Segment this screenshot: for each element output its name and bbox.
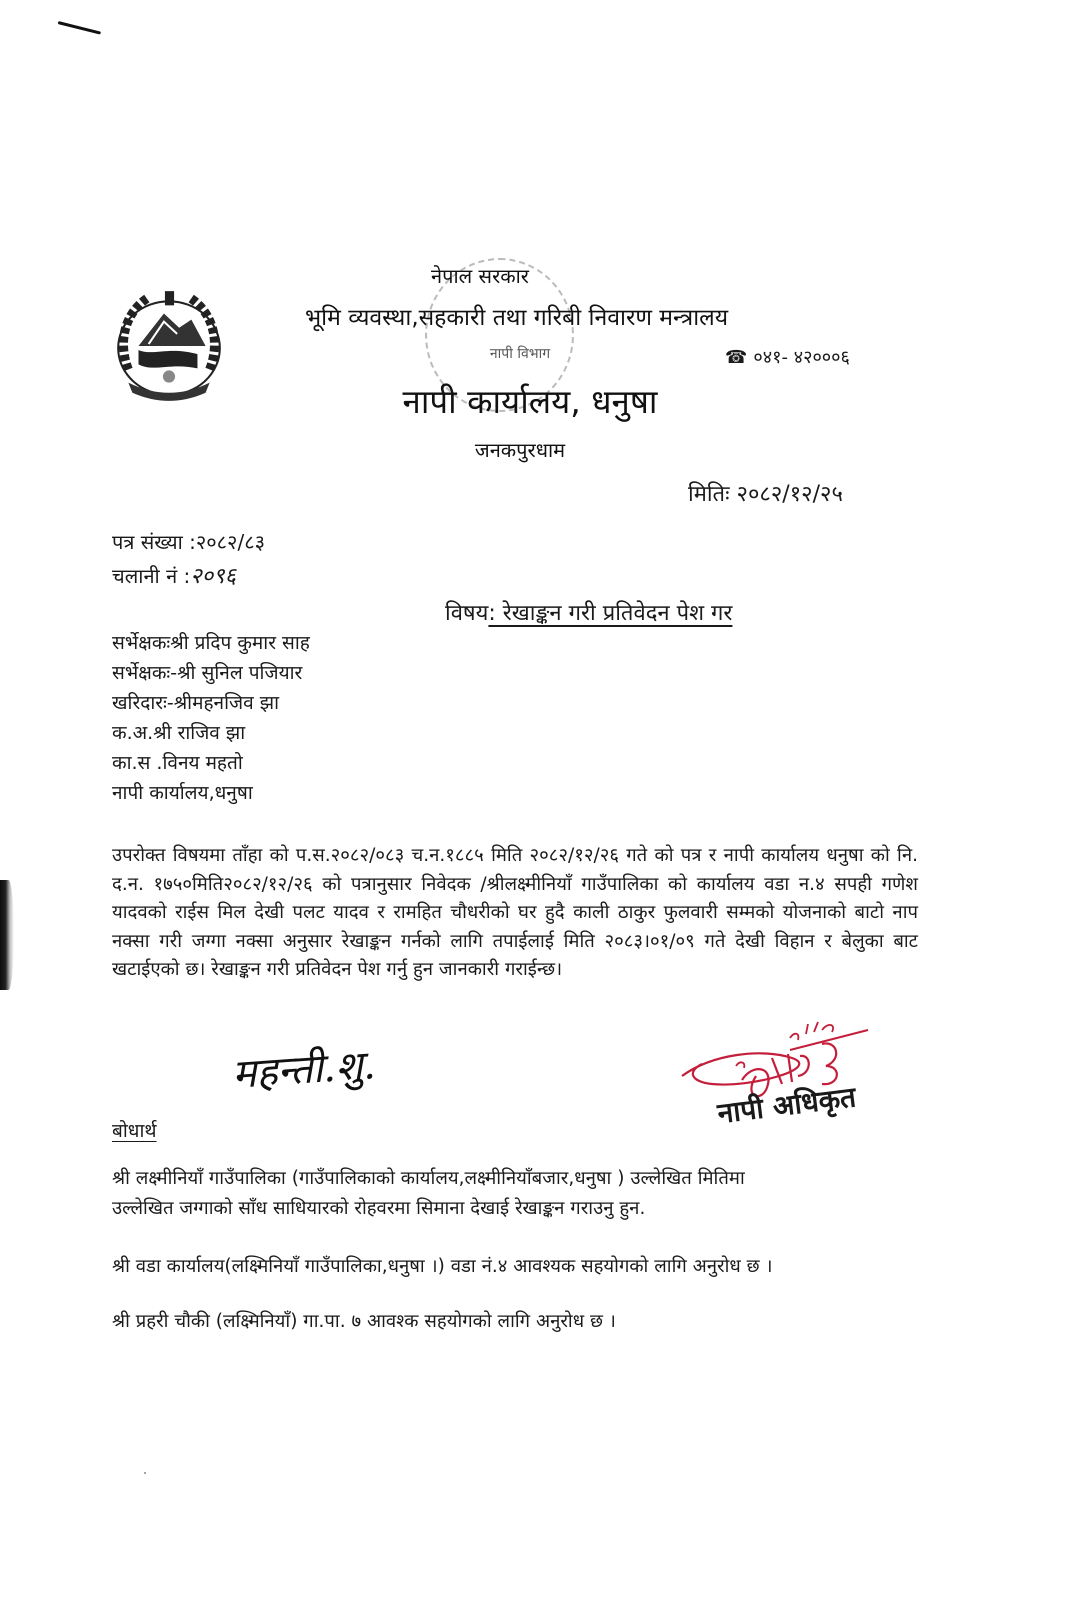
- pen-stroke-mark: [58, 21, 101, 35]
- addressee-item: सर्भेक्षकः-श्री सुनिल पजियार: [112, 662, 303, 684]
- scan-speck: [144, 1472, 146, 1474]
- addressee-item: क.अ.श्री राजिव झा: [112, 722, 246, 744]
- office-name: नापी कार्यालय, धनुषा: [402, 382, 658, 421]
- letter-number: [112, 528, 265, 555]
- government-name: नेपाल सरकार: [431, 264, 529, 288]
- department-stamp-text: नापी विभाग: [489, 346, 551, 362]
- letter-number-label: पत्र संख्या :: [112, 530, 196, 554]
- date-value: २०८२/१२/२५: [736, 482, 843, 507]
- ministry-name: भूमि व्यवस्था,सहकारी तथा गरिबी निवारण मन्त्रालय: [305, 305, 729, 331]
- addressee-list: [112, 628, 310, 808]
- dispatch-number: [112, 560, 236, 590]
- initials-signature: महन्ती.शु.: [230, 1042, 377, 1098]
- cc-item: श्री वडा कार्यालय(लक्ष्मिनियाँ गाउँपालिका,धनुषा ।) वडा नं.४ आवश्यक सहयोगको लागि अनुरोध छ ।: [112, 1256, 773, 1277]
- addressee-item: सर्भेक्षकःश्री प्रदिप कुमार साह: [112, 632, 310, 654]
- cc-item: श्री प्रहरी चौकी (लक्ष्मिनियाँ) गा.पा. ७ आवश्क सहयोगको लागि अनुरोध छ ।: [112, 1311, 616, 1332]
- dispatch-number-label: चलानी नं :: [112, 564, 191, 588]
- cc-item: श्री लक्ष्मीनियाँ गाउँपालिका (गाउँपालिकाको कार्यालय,लक्ष्मीनियाँबजार,धनुषा ) उल्लेखित मितिमा उल्लेखित जग्गाको साँध साधियारको रोहवरमा सिमाना देखाई रेखाङ्कन गराउनु हुन.: [112, 1168, 745, 1219]
- letter-date: [688, 478, 843, 508]
- letter-body: उपरोक्त विषयमा ताँहा को प.स.२०८२/०८३ च.न.१८८५ मिति २०८२/१२/२६ गते को पत्र र नापी कार्यालय धनुषा को नि. द.न. १७५०मिति२०८२/१२/२६ को पत्रानुसार निवेदक /श्रीलक्ष्मीनियाँ गाउँपालिका को कार्यालय वडा न.४ सपही गणेश यादवको राईस मिल देखी पलट यादव र रामहित चौधरीको घर हुदै काली ठाकुर फुलवारी सम्मको योजनाको बाटो नाप नक्सा गरी जग्गा नक्सा अनुसार रेखाङ्कन गर्नको लागि तपाईलाई मिति २०८३।०१/०९ गते देखी विहान र बेलुका बाट खटाईएको छ। रेखाङ्कन गरी प्रतिवेदन पेश गर्नु हुन जानकारी गराईन्छ।: [112, 845, 918, 980]
- subject-label: विषय: [445, 601, 489, 626]
- dispatch-number-value: २०९६: [190, 564, 237, 589]
- cc-heading: बोधार्थ: [112, 1120, 157, 1142]
- phone-number: ☎ ०४१- ४२०००६: [725, 347, 850, 368]
- scan-edge-artifact: [0, 880, 14, 990]
- addressee-item: का.स .विनय महतो: [112, 752, 243, 774]
- nepal-emblem-icon: [108, 283, 230, 405]
- date-label: मितिः: [688, 482, 730, 507]
- officer-title: नापी अधिकृत: [715, 1080, 858, 1131]
- addressee-item: नापी कार्यालय,धनुषा: [112, 782, 253, 804]
- office-location: जनकपुरधाम: [474, 438, 566, 462]
- addressee-item: खरिदारः-श्रीमहनजिव झा: [112, 692, 279, 714]
- telephone-icon: ☎: [725, 347, 748, 368]
- subject-line: [445, 597, 732, 627]
- letter-number-value: २०८२/८३: [195, 530, 265, 554]
- subject-text: : रेखाङ्कन गरी प्रतिवेदन पेश गर: [488, 601, 733, 626]
